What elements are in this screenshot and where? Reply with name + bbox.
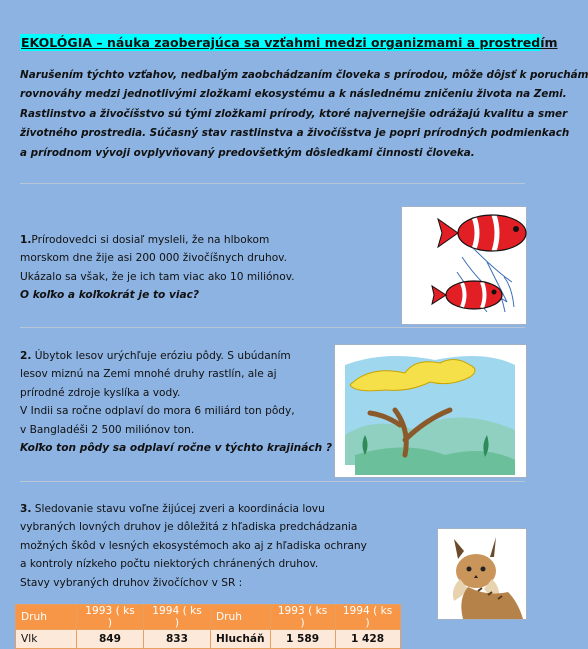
section-3 — [20, 500, 367, 592]
lynx-image — [437, 528, 527, 620]
section-question: Koľko ton pôdy sa odplaví ročne v týchto krajinách ? — [20, 441, 333, 454]
section-line: možných škôd v lesných ekosystémoch ako aj z hľadiska ochrany — [20, 539, 367, 552]
intro-line: rovnováhy medzi jednotlivými zložkami ekosystému a k následnému zničeniu života na Zemi. — [20, 88, 567, 101]
section-question: O koľko a koľkokrát je to viac? — [20, 289, 200, 302]
section-number: 3. — [20, 503, 32, 515]
section-line: Prírodovedci si dosiaľ mysleli, že na hlbokom — [31, 234, 270, 246]
section-number: 2. — [20, 350, 32, 362]
section-line: Sledovanie stavu voľne žijúcej zveri a koordinácia lovu — [31, 503, 325, 515]
intro-line: Narušením týchto vzťahov, nedbalým zaobchádzaním človeka s prírodou, môže dôjsť k poruchám — [20, 69, 588, 81]
section-line: Stavy vybraných druhov živočíchov v SR : — [20, 576, 243, 589]
section-line: a kontroly nízkeho počtu niektorých chránených druhov. — [20, 558, 319, 571]
section-2 — [20, 347, 332, 457]
section-line: prírodné zdroje kyslíka a vody. — [20, 386, 181, 399]
table-cell: Hlucháň — [211, 630, 271, 649]
table-cell: 1 428 — [335, 630, 400, 649]
section-line: vybraných lovných druhov je dôležitá z hľadiska predchádzania — [20, 521, 358, 534]
section-line: v Bangladéši 2 500 miliónov ton. — [20, 423, 195, 436]
table-header-cell: 1994 ( ks ) — [144, 605, 211, 630]
section-line: V Indii sa ročne odplaví do mora 6 miliárd ton pôdy, — [20, 405, 295, 418]
table-cell: Vlk — [16, 630, 77, 649]
intro-line: životného prostredia. Súčasný stav rastlinstva a živočíšstva je popri prírodných podmienkach — [20, 127, 570, 140]
fish-top — [438, 215, 526, 251]
table-header-cell: 1993 ( ks ) — [77, 605, 144, 630]
tree-landscape-image — [334, 344, 527, 478]
intro-line: a prírodnom vývoji ovplyvňovaný predovšetkým dôsledkami činnosti človeka. — [20, 146, 475, 159]
fish-bottom — [432, 281, 502, 309]
section-line: morskom dne žije asi 200 000 živočíšnych druhov. — [20, 252, 287, 265]
intro-line: Rastlinstvo a živočíšstvo sú tými zložkami prírody, ktoré najvernejšie odrážajú kvalitu a smer — [20, 107, 568, 120]
table-header-cell: 1993 ( ks ) — [270, 605, 335, 630]
table-cell: 833 — [144, 630, 211, 649]
table-cell: 1 589 — [270, 630, 335, 649]
section-number: 1. — [20, 234, 32, 246]
intro-paragraph — [20, 66, 588, 163]
divider — [20, 481, 525, 482]
clownfish-image — [401, 206, 527, 325]
section-line: Ukázalo sa však, že je ich tam viac ako 10 miliónov. — [20, 270, 295, 283]
table-cell: 849 — [77, 630, 144, 649]
divider — [20, 327, 525, 328]
section-1 — [20, 231, 295, 305]
table-header-cell: Druh — [16, 605, 77, 630]
table-header-row — [16, 605, 401, 630]
table-header-cell: 1994 ( ks ) — [335, 605, 400, 630]
section-line: Úbytok lesov urýchľuje eróziu pôdy. S ubúdaním — [31, 350, 291, 362]
species-table — [15, 604, 401, 649]
page-title: EKOLÓGIA – náuka zaoberajúca sa vzťahmi medzi organizmami a prostredím — [21, 35, 558, 50]
divider — [20, 183, 525, 184]
table-row — [16, 630, 401, 649]
table-header-cell: Druh — [211, 605, 271, 630]
section-line: lesov miznú na Zemi mnohé druhy rastlín, ale aj — [20, 368, 277, 381]
